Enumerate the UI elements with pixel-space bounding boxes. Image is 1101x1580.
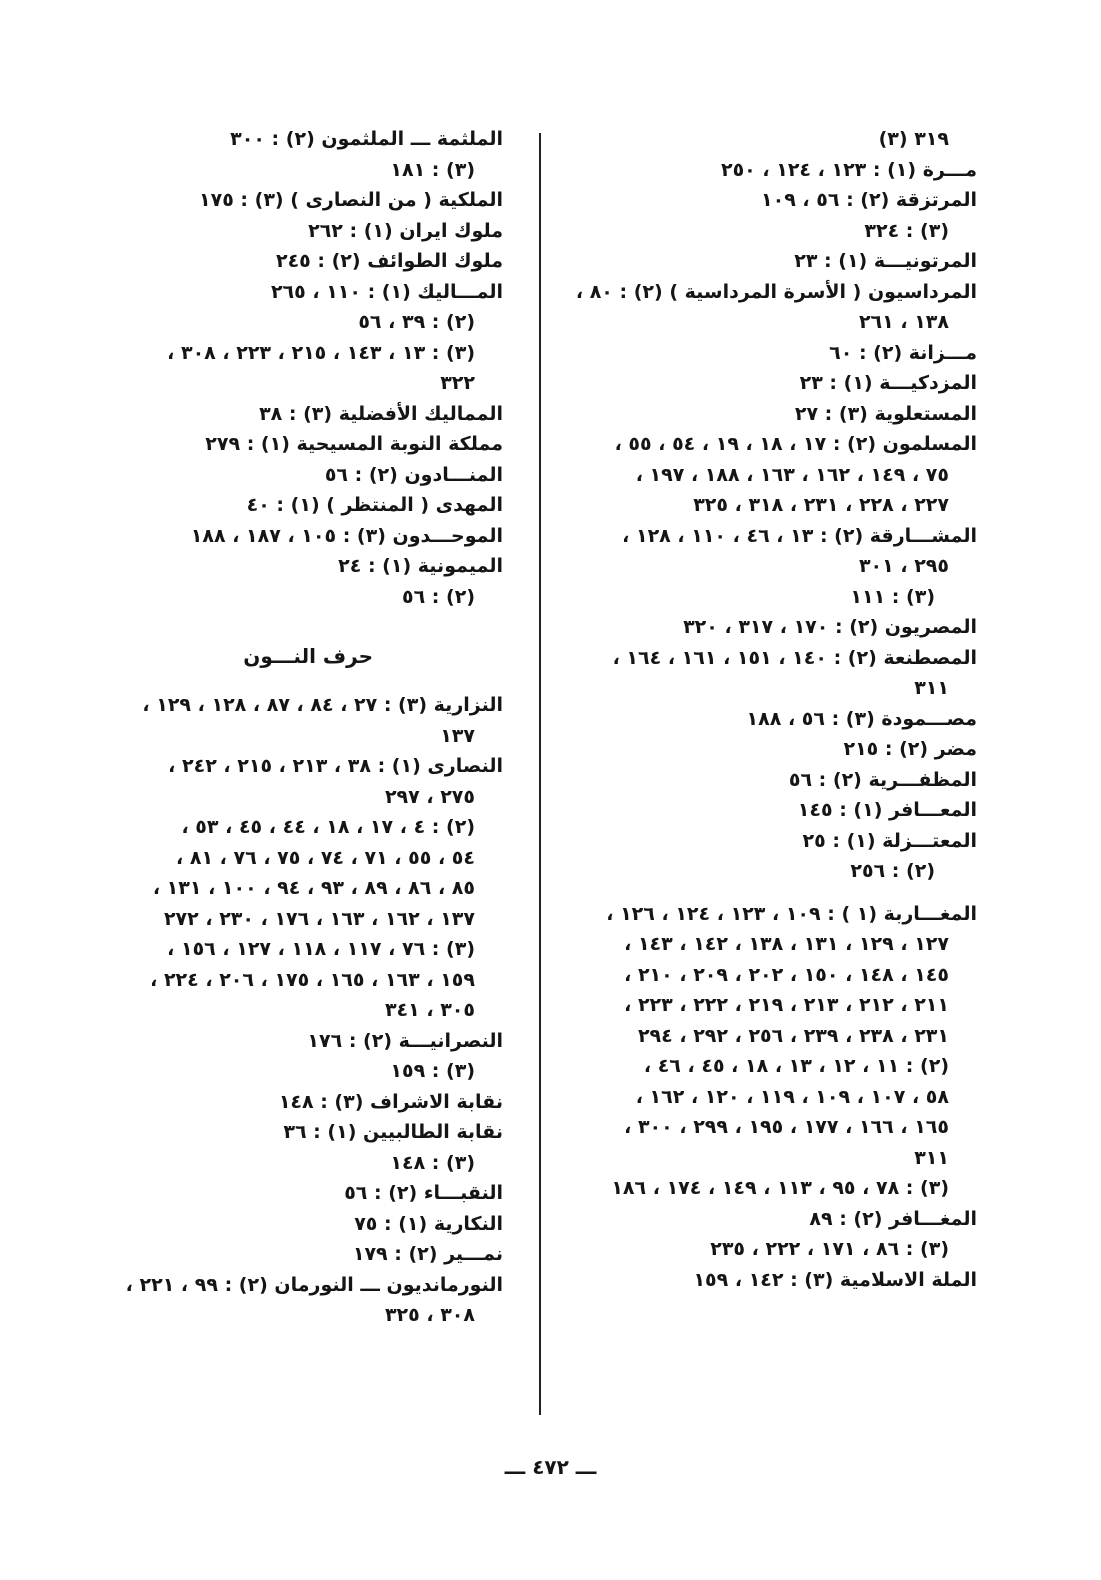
index-line: ٣٠٨ ، ٣٢٥ [384, 1304, 475, 1326]
index-line: المـــاليك (١) : ١١٠ ، ٢٦٥ [270, 280, 503, 303]
spacer [65, 612, 503, 634]
index-line: ١٢٧ ، ١٢٩ ، ١٣١ ، ١٣٨ ، ١٤٢ ، ١٤٣ ، [624, 933, 949, 955]
index-line: المصطنعة (٢) : ١٤٠ ، ١٥١ ، ١٦١ ، ١٦٤ ، [612, 646, 977, 669]
index-line: الملثمة ـــ الملثمون (٢) : ٣٠٠ [230, 128, 503, 150]
index-line: المهدى ( المنتظر ) (١) : ٤٠ [246, 494, 503, 516]
spacer [65, 678, 503, 690]
index-line: المرتونيـــة (١) : ٢٣ [794, 250, 977, 272]
index-line: مـــرة (١) : ١٢٣ ، ١٢٤ ، ٢٥٠ [720, 158, 977, 181]
index-line: المماليك الأفضلية (٣) : ٣٨ [259, 402, 503, 425]
index-line: المصريون (٢) : ١٧٠ ، ٣١٧ ، ٣٢٠ [683, 616, 977, 638]
index-line: ١٦٥ ، ١٦٦ ، ١٧٧ ، ١٩٥ ، ٢٩٩ ، ٣٠٠ ، [624, 1116, 949, 1138]
index-line: (٣) : ١٤٨ [390, 1151, 475, 1174]
index-line: المغـــافر (٢) : ٨٩ [809, 1207, 977, 1230]
section-heading: حرف النـــون [243, 644, 373, 668]
index-line: النصارى (١) : ٣٨ ، ٢١٣ ، ٢١٥ ، ٢٤٢ ، [168, 755, 503, 777]
page-number: ـــ ٤٧٢ ـــ [504, 1455, 597, 1479]
index-line: ٣١١ [914, 677, 949, 699]
index-line: (٣) : ٨٦ ، ١٧١ ، ٢٢٢ ، ٢٣٥ [710, 1238, 949, 1260]
index-line: ٣١١ [914, 1146, 949, 1169]
index-line: ٨٥ ، ٨٦ ، ٨٩ ، ٩٣ ، ٩٤ ، ١٠٠ ، ١٣١ ، [152, 877, 475, 899]
index-line: (٢) : ٥٦ [401, 585, 475, 608]
index-line: ٣٢٢ [440, 372, 475, 394]
index-line: (٣) : ٧٦ ، ١١٧ ، ١١٨ ، ١٢٧ ، ١٥٦ ، [167, 938, 475, 960]
spacer [545, 887, 977, 899]
index-line: النورمانديون ـــ النورمان (٢) : ٩٩ ، ٢٢١ ، [125, 1273, 503, 1296]
index-line: ملوك ايران (١) : ٢٦٢ [308, 219, 503, 242]
index-line: ١٤٥ ، ١٤٨ ، ١٥٠ ، ٢٠٢ ، ٢٠٩ ، ٢١٠ ، [624, 963, 949, 986]
index-line: (٣) : ٣٢٤ [864, 219, 949, 242]
index-line: النكارية (١) : ٧٥ [354, 1212, 503, 1235]
index-line: المسلمون (٢) : ١٧ ، ١٨ ، ١٩ ، ٥٤ ، ٥٥ ، [614, 433, 977, 455]
index-line: ٢٧٥ ، ٢٩٧ [384, 785, 475, 808]
index-line: ٢١١ ، ٢١٢ ، ٢١٣ ، ٢١٩ ، ٢٢٢ ، ٢٢٣ ، [624, 994, 949, 1016]
index-line: مـــزانة (٢) : ٦٠ [829, 341, 977, 364]
index-line: الموحـــدون (٣) : ١٠٥ ، ١٨٧ ، ١٨٨ [190, 524, 503, 547]
index-column-left [65, 124, 503, 1331]
index-line: المغـــاربة (١ ) : ١٠٩ ، ١٢٣ ، ١٢٤ ، ١٢٦ ، [606, 902, 977, 925]
index-line: الملكية ( من النصارى ) (٣) : ١٧٥ [199, 189, 503, 211]
index-line: المعـــافر (١) : ١٤٥ [797, 799, 977, 821]
index-line: ٥٤ ، ٥٥ ، ٧١ ، ٧٤ ، ٧٥ ، ٧٦ ، ٨١ ، [176, 846, 475, 869]
index-line: مملكة النوبة المسيحية (١) : ٢٧٩ [205, 433, 503, 455]
index-line: النقبـــاء (٢) : ٥٦ [344, 1182, 503, 1204]
index-line: المرداسيون ( الأسرة المرداسية ) (٢) : ٨٠ ، [575, 280, 977, 303]
index-line: (٣) : ١٥٩ [390, 1060, 475, 1082]
index-line: ١٣٧ [440, 724, 475, 747]
index-line: ٥٨ ، ١٠٧ ، ١٠٩ ، ١١٩ ، ١٢٠ ، ١٦٢ ، [635, 1085, 949, 1108]
index-column-right [545, 124, 977, 1295]
index-line: ٢٣١ ، ٢٣٨ ، ٢٣٩ ، ٢٥٦ ، ٢٩٢ ، ٢٩٤ [637, 1024, 949, 1047]
index-line: مصـــمودة (٣) : ٥٦ ، ١٨٨ [746, 707, 977, 730]
index-line: ٣٠٥ ، ٣٤١ [384, 999, 475, 1021]
index-line: الملة الاسلامية (٣) : ١٤٢ ، ١٥٩ [693, 1268, 977, 1291]
index-line: المظفـــرية (٢) : ٥٦ [788, 768, 977, 791]
index-line: ١٥٩ ، ١٦٣ ، ١٦٥ ، ١٧٥ ، ٢٠٦ ، ٢٢٤ ، [150, 968, 475, 991]
index-line: (٣) : ١١١ [850, 585, 935, 608]
index-line: ٢٩٥ ، ٣٠١ [858, 555, 949, 577]
index-line: المعتـــزلة (١) : ٢٥ [802, 829, 977, 852]
index-line: الميمونية (١) : ٢٤ [338, 555, 503, 577]
index-line: ملوك الطوائف (٢) : ٢٤٥ [275, 250, 503, 272]
index-line: (٢) : ٢٥٦ [850, 860, 935, 882]
index-line: (٢) : ١١ ، ١٢ ، ١٣ ، ١٨ ، ٤٥ ، ٤٦ ، [643, 1055, 949, 1077]
index-line: المستعلوية (٣) : ٢٧ [794, 402, 977, 425]
index-line: النصرانيـــة (٢) : ١٧٦ [307, 1029, 503, 1052]
index-line: المرتزقة (٢) : ٥٦ ، ١٠٩ [761, 189, 977, 211]
index-line: نقابة الطالبيين (١) : ٣٦ [283, 1121, 503, 1143]
index-line: مضر (٢) : ٢١٥ [843, 738, 977, 760]
index-line: المشـــارقة (٢) : ١٣ ، ٤٦ ، ١١٠ ، ١٢٨ ، [622, 524, 977, 547]
index-line: نمـــير (٢) : ١٧٩ [352, 1243, 503, 1265]
column-divider [539, 133, 541, 1415]
index-line: (٣) : ٧٨ ، ٩٥ ، ١١٣ ، ١٤٩ ، ١٧٤ ، ١٨٦ [611, 1177, 949, 1199]
index-line: المزدكيـــة (١) : ٢٣ [799, 372, 977, 394]
index-line: النزارية (٣) : ٢٧ ، ٨٤ ، ٨٧ ، ١٢٨ ، ١٢٩ ، [142, 694, 503, 716]
index-line: ١٣٨ ، ٢٦١ [858, 311, 949, 333]
index-line: المنـــادون (٢) : ٥٦ [324, 463, 503, 486]
index-line: ٢٢٧ ، ٢٢٨ ، ٢٣١ ، ٣١٨ ، ٣٢٥ [693, 494, 949, 516]
index-line: (٣) : ١٣ ، ١٤٣ ، ٢١٥ ، ٢٢٣ ، ٣٠٨ ، [167, 341, 475, 364]
index-line: ٧٥ ، ١٤٩ ، ١٦٢ ، ١٦٣ ، ١٨٨ ، ١٩٧ ، [635, 463, 949, 486]
index-line: ١٣٧ ، ١٦٢ ، ١٦٣ ، ١٧٦ ، ٢٣٠ ، ٢٧٢ [163, 907, 475, 930]
index-line: ٣١٩ (٣) [878, 128, 949, 150]
index-line: (٣) : ١٨١ [390, 158, 475, 181]
index-line: (٢) : ٤ ، ١٧ ، ١٨ ، ٤٤ ، ٤٥ ، ٥٣ ، [181, 816, 475, 838]
index-line: (٢) : ٣٩ ، ٥٦ [358, 311, 475, 333]
index-line: نقابة الاشراف (٣) : ١٤٨ [278, 1090, 503, 1113]
